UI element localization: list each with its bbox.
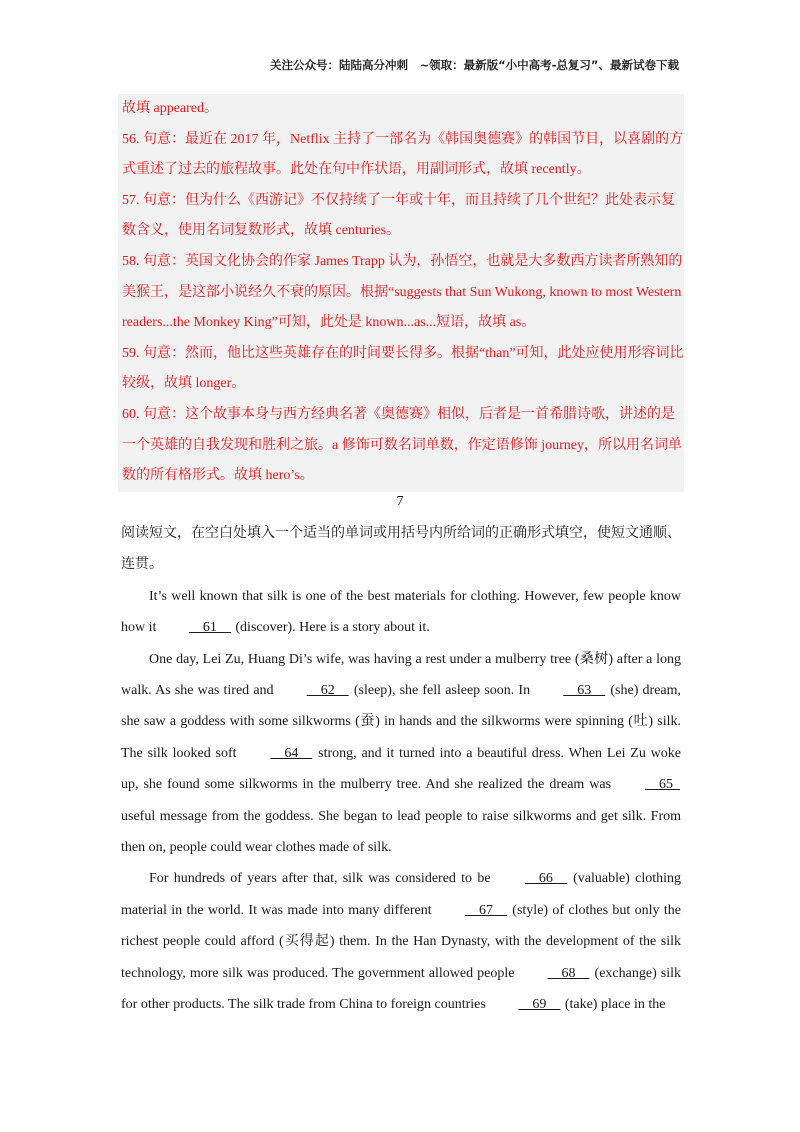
blank-68: 68 [547, 965, 590, 981]
text-segment: (valuable) clothing material in the world. It was made into many different [121, 871, 681, 918]
answer-58: 58. 句意：英国文化协会的作家 James Trapp 认为，孙悟空，也就是大多数西方读者所熟知的美猴王，是这部小说经久不衰的原因。根据“suggests that Sun Wukong, known to most Western readers...the Monkey King”可知，此处是 known...as...短语，故填 as。 [122, 253, 683, 331]
answer-explanations [118, 94, 684, 492]
blank-62: 62 [306, 683, 349, 699]
text-segment: For hundreds of years after that, silk was considered to be [149, 871, 496, 887]
text-segment: (exchange) silk for other products. The silk trade from China to foreign countries [121, 965, 681, 1013]
answer-59: 59. 句意：然而，他比这些英雄存在的时间要长得多。根据“than”可知，此处应使用形容词比较级，故填 longer。 [122, 345, 684, 392]
blank-69: 69 [518, 997, 561, 1013]
text-segment: (take) place in the [561, 997, 666, 1013]
answer-57: 57. 句意：但为什么《西游记》不仅持续了一年或十年，而且持续了几个世纪？此处表示复数含义，使用名词复数形式，故填 centuries。 [122, 192, 675, 239]
text-segment: It’s well known that silk is one of the best materials for clothing. However, few people know how it [121, 588, 681, 636]
text-segment: strong, and it turned into a beautiful dress. When Lei Zu woke up, she found some silkworms in the mulberry tree. And she realized the dream was [121, 745, 681, 793]
text-segment: (sleep), she fell asleep soon. In [349, 683, 535, 699]
blank-67: 67 [464, 902, 507, 918]
cloze-passage [121, 518, 681, 1021]
paragraph-2 [121, 644, 681, 864]
text-segment: (she) dream, she saw a goddess with some silkworms (蚕) in hands and the silkworms were spinning (吐) silk. The silk looked soft [121, 683, 682, 761]
text-segment: One day, Lei Zu, Huang Di’s wife, was having a rest under a mulberry tree (桑树) after a long walk. As she was tired and [121, 651, 681, 699]
paragraph-3 [121, 863, 681, 1020]
blank-66: 66 [524, 871, 567, 887]
answer-60: 60. 句意：这个故事本身与西方经典名著《奥德赛》相似，后者是一首希腊诗歌，讲述的是一个英雄的自我发现和胜利之旅。a 修饰可数名词单数，作定语修饰 journey，所以用名词单数的所有格形式。故填 hero’s。 [122, 406, 682, 484]
blank-61: 61 [188, 620, 231, 636]
text-segment: (discover). Here is a story about it. [231, 620, 430, 636]
section-number: 7 [396, 494, 404, 509]
blank-64: 64 [270, 745, 313, 761]
answer-56: 56. 句意：最近在 2017 年，Netflix 主持了一部名为《韩国奥德赛》的韩国节目，以喜剧的方式重述了过去的旅程故事。此处在句中作状语，用副词形式，故填 recently。 [122, 131, 684, 178]
paragraph-1 [121, 581, 681, 644]
text-segment: useful message from the goddess. She began to lead people to raise silkworms and get silk. From then on, people could wear clothes made of silk. [121, 808, 681, 856]
blank-65: 65 [645, 777, 680, 793]
answer-55-tail: 故填 appeared。 [122, 101, 219, 116]
blank-63: 63 [563, 683, 606, 699]
page-header: 关注公众号：陆陆高分冲刺 ~领取：最新版“小中高考-总复习”、最新试卷下载 [269, 58, 679, 72]
text-segment: (style) of clothes but only the richest people could afford (买得起) them. In the Han Dynasty, with the development of the silk technology, more silk was produced. The government allowed people [121, 902, 681, 981]
instruction: 阅读短文，在空白处填入一个适当的单词或用括号内所给词的正确形式填空，使短文通顺、连贯。 [121, 526, 681, 573]
